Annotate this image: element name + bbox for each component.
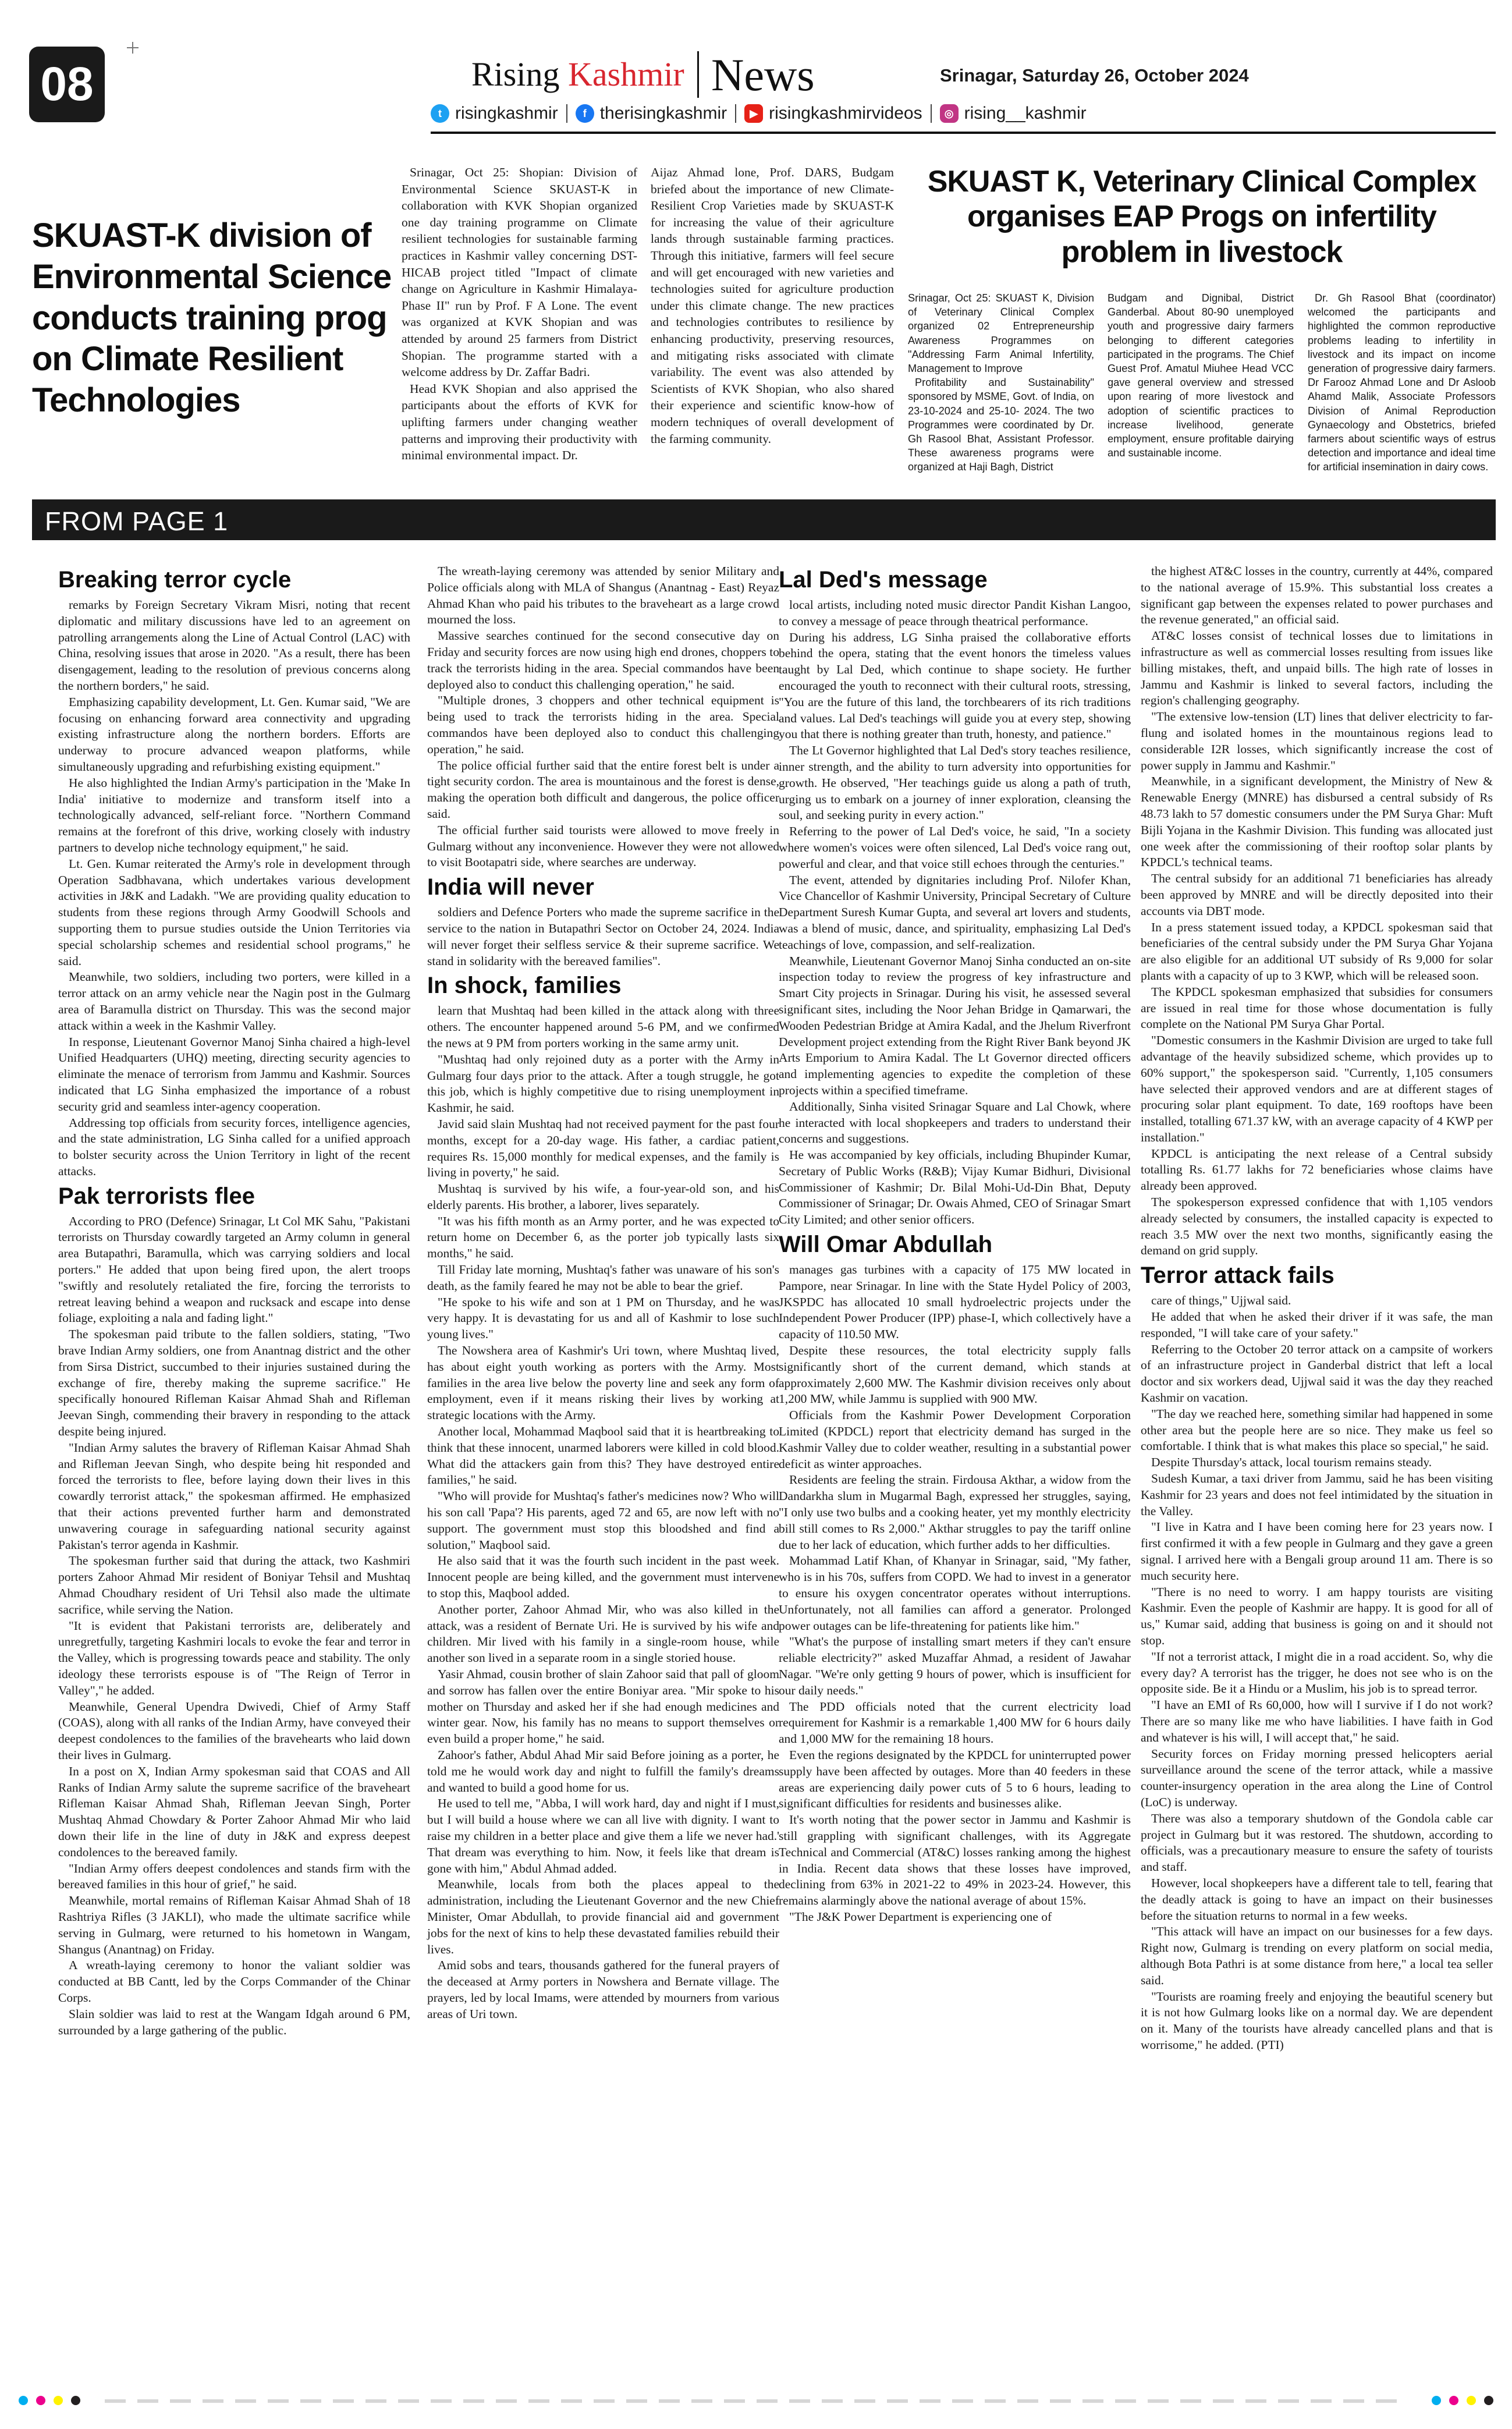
color-swatch	[36, 2396, 45, 2405]
registration-tick	[496, 2399, 517, 2403]
article-paragraph: Zahoor's father, Abdul Ahad Mir said Before joining as a porter, he told me he would work day and night to fulfill the family's dreams and wanted to build a good home for us.	[427, 1747, 779, 1795]
masthead-divider	[697, 51, 699, 98]
brand-second: Kashmir	[568, 55, 684, 93]
article-paragraph: Despite Thursday's attack, local tourism remains steady.	[1151, 1455, 1432, 1470]
dateline: Srinagar, Saturday 26, October 2024	[940, 65, 1249, 86]
registration-tick	[952, 2399, 973, 2403]
article-paragraph: "Mushtaq had only rejoined duty as a porter with the Army in Gulmarg four days prior to the attack. After a tough struggle, he got this job, which is highly competitive due to rising unemployment in Kashmir, he said.	[427, 1052, 779, 1115]
registration-tick	[105, 2399, 126, 2403]
article-paragraph: Meanwhile, mortal remains of Rifleman Kaisar Ahmad Shah of 18 Rashtriya Rifles (3 JAKLI), who made the ultimate sacrifice while serving in Gulmarg, were returned to his hometown in Wangam, Shangus (Anantnag) on Friday.	[58, 1893, 410, 1956]
article-paragraph: Meanwhile, in a significant development, the Ministry of New & Renewable Energy (MNRE) has disbursed a central subsidy of Rs 48.73 lakh to 57 domestic consumers under the PM Surya Ghar: Muft Bijli Yojana in the Kashmir Division. This funding was allocated just one week after the commissioning of their rooftop solar plants by KPDCL's technical teams.	[1141, 774, 1493, 870]
registration-tick	[594, 2399, 615, 2403]
registration-tick	[1311, 2399, 1332, 2403]
registration-tick	[398, 2399, 419, 2403]
article-headline: Pak terrorists flee	[58, 1183, 255, 1209]
registration-tick	[300, 2399, 321, 2403]
article-headline: Terror attack fails	[1141, 1263, 1334, 1289]
article-paragraph: He was accompanied by key officials, including Bhupinder Kumar, Secretary of Public Works (R&B); Vijay Kumar Bidhuri, Divisional Commissioner of Kashmir; Dr. Bilal Mohi-Ud-Din Bhat, Deputy Commissioner of Srinagar; Dr. Owais Ahmed, CEO of Srinagar Smart City Limited; and other senior officers.	[779, 1148, 1131, 1227]
article-paragraph: learn that Mushtaq had been killed in the attack along with three others. The encounter happened around 5-6 PM, and we confirmed the news at 9 PM from porters working in the same army unit.	[427, 1003, 779, 1050]
registration-tick	[1213, 2399, 1234, 2403]
article-paragraph: "Indian Army salutes the bravery of Rifleman Kaisar Ahmad Shah and Rifleman Jeevan Singh, who despite being hit responded and forced the terrorists to flee, before laying down their lives in this cowardly terrorist attack," the spokesman affirmed. He emphasized that their actions prevented further harm and demonstrated unwavering courage in safeguarding national security against Pakistan's terror agenda in Kashmir.	[58, 1440, 410, 1552]
article-paragraph: Emphasizing capability development, Lt. Gen. Kumar said, "We are focusing on enhancing forward area connectivity and upgrading existing infrastructure along the northern borders. Efforts are underway to procure advanced weapon platforms, while simultaneously upgrading and refurbishing existing equipment."	[58, 694, 410, 774]
registration-tick	[235, 2399, 256, 2403]
registration-tick	[1278, 2399, 1299, 2403]
youtube-handle: risingkashmirvideos	[769, 104, 922, 123]
article-paragraph: The police official further said that the entire forest belt is under a tight security cordon. The area is mountainous and the forest is dense, making the operation both difficult and dangerous, the police officer said.	[427, 758, 779, 821]
masthead-rule	[431, 132, 1496, 134]
registration-tick	[268, 2399, 289, 2403]
social-separator	[931, 104, 932, 123]
registration-tick	[1376, 2399, 1397, 2403]
section-band	[32, 499, 1496, 540]
story-paragraph: Aijaz Ahmad lone, Prof. DARS, Budgam briefed about the importance of new Climate-Resilient Crop Varieties made by SKUAST-K for increasing the value of their agriculture lands through sustainable farming practices. Through this initiative, farmers will feel secure and will get encouraged with new varieties and technologies suited for agriculture production under this climate change. The new practices and technologies contributes to resilience by enhancing productivity, preserving resources, and mitigating risks associated with climate variability. The event was also attended by Scientists of KVK Shopian, who also shared their experience and scientific know-how of modern techniques of overall development of the farming community.	[651, 165, 894, 446]
story-paragraph: Head KVK Shopian and also apprised the participants about the efforts of KVK for uplifting farmers under changing weather patterns and improving their productivity with minimal environmental impact. Dr.	[402, 381, 637, 463]
article-paragraph: The official further said tourists were allowed to move freely in Gulmarg without any inconvenience. However they were not allowed to visit Bootapatri side, where searches are underway.	[427, 822, 779, 870]
article-paragraph: KPDCL is anticipating the next release of a Central subsidy totalling Rs. 61.77 lakhs for 72 beneficiaries whose claims have already been approved.	[1141, 1146, 1493, 1193]
article-paragraph: "I live in Katra and I have been coming here for 23 years now. I first confirmed it with a few people in Gulmarg and they gave a green signal. I arrived here with a Bengali group around 11 am. There is so much security here.	[1141, 1520, 1493, 1583]
article-paragraph: A wreath-laying ceremony to honor the valiant soldier was conducted at BB Cantt, led by the Corps Commander of the Chinar Corps.	[58, 1958, 410, 2005]
facebook-icon: f	[576, 104, 594, 123]
registration-tick	[1180, 2399, 1201, 2403]
article-paragraph: manages gas turbines with a capacity of 175 MW located in Pampore, near Srinagar. In line with the State Hydel Policy of 2003, JKSPDC has allocated 10 small hydroelectric projects under the Independent Power Producer (IPP) phase-I, which collectively have a capacity of 110.50 MW.	[779, 1263, 1131, 1342]
story-left-column-2	[651, 164, 894, 447]
article-paragraph: "I have an EMI of Rs 60,000, how will I survive if I do not work? There are so many like me who have liabilities. I have faith in God and whatever is his will, I will accept that," he said.	[1141, 1698, 1493, 1744]
instagram-icon: ◎	[940, 104, 959, 123]
story-paragraph: Srinagar, Oct 25: Shopian: Division of Environmental Science SKUAST-K in collaboration with KVK Shopian organized one day training programme on Climate resilient technologies for sustainable farming practices in Kashmir valley concerning DST-HICAB project titled "Impact of climate change on Agriculture in Kashmir Himalaya-Phase II" run by Prof. F A Lone. The event was organized at KVK Shopian and was attended by around 25 farmers from District Shopian. The programme started with a welcome address by Dr. Zaffar Badri.	[402, 165, 637, 380]
article-paragraph: The event, attended by dignitaries including Prof. Nilofer Khan, Vice Chancellor of Kashmir University, Principal Secretary of Culture Department Suresh Kumar Gupta, and several art lovers and students, was a blend of music, dance, and spirituality, emphasizing Lal Ded's teachings of love, compassion, and self-realization.	[779, 873, 1131, 952]
color-swatch	[19, 2396, 28, 2405]
article-paragraph: He also highlighted the Indian Army's participation in the 'Make In India' initiative to modernize and transform itself into a technologically advanced, self-reliant force. "Northern Command remains at the forefront of this drive, working closely with industry partners to develop niche technology equipment," he said.	[58, 775, 410, 854]
article-paragraph: Officials from the Kashmir Power Development Corporation Limited (KPDCL) report that electricity demand has surged in the Kashmir Valley due to colder weather, resulting in a substantial power deficit as winter approaches.	[779, 1408, 1131, 1471]
article-paragraph: It's worth noting that the power sector in Jammu and Kashmir is still grappling with significant challenges, with its Aggregate Technical and Commercial (AT&C) losses ranking among the highest in India. Recent data shows that these losses have improved, declining from 63% in 2021-22 to 49% in 2023-24. However, this remains alarmingly above the national average of about 15%.	[779, 1813, 1131, 1908]
registration-tick	[626, 2399, 647, 2403]
registration-tick	[431, 2399, 452, 2403]
article-paragraph: "If not a terrorist attack, I might die in a road accident. So, why die every day? A terrorist has the trigger, he does not see who is on the opposite side. Be it a Hindu or a Muslim, his job is to spread terror.	[1141, 1649, 1493, 1696]
article-column-4	[1141, 563, 1493, 2054]
article-paragraph: local artists, including noted music director Pandit Kishan Langoo, to convey a message of peace through theatrical performance.	[779, 598, 1131, 628]
facebook-handle: therisingkashmir	[599, 104, 727, 123]
registration-mark-icon	[127, 42, 139, 54]
color-registration-bar	[0, 2393, 1512, 2411]
article-paragraph: He added that when he asked their driver if it was safe, the man responded, "I will take care of your safety."	[1141, 1310, 1493, 1340]
article-paragraph: Even the regions designated by the KPDCL for uninterrupted power supply have been affected by outages. More than 40 feeders in these areas are experiencing daily power cuts of 5 to 6 hours, leading to significant difficulties for residents and businesses alike.	[779, 1747, 1131, 1811]
article-paragraph: Referring to the power of Lal Ded's voice, he said, "In a society where women's voices were often silenced, Lal Ded's voice rang out, powerful and clear, and that voice still echoes through the centuries."	[779, 824, 1131, 871]
registration-tick	[724, 2399, 745, 2403]
twitter-handle: risingkashmir	[455, 104, 558, 123]
registration-tick	[920, 2399, 940, 2403]
article-headline: In shock, families	[427, 973, 622, 999]
article-paragraph: Amid sobs and tears, thousands gathered for the funeral prayers of the deceased at Army porters in Nowshera and Bernate village. The prayers, led by local Imams, were attended by mourners from various areas of Uri town.	[427, 1958, 779, 2021]
color-swatch	[1467, 2396, 1476, 2405]
social-separator	[566, 104, 567, 123]
article-paragraph: Till Friday late morning, Mushtaq's father was unaware of his son's death, as the family feared he may not be able to bear the grief.	[427, 1263, 779, 1293]
article-paragraph: "It was his fifth month as an Army porter, and he was expected to return home on December 6, as the porter job typically lasts six months," he said.	[427, 1214, 779, 1261]
registration-tick	[528, 2399, 549, 2403]
story-right-column-1	[908, 291, 1094, 474]
article-paragraph: Despite these resources, the total electricity supply falls significantly short of the current demand, which stands at approximately 2,600 MW. The Kashmir division receives only about 1,200 MW, while Jammu is supplied with 900 MW.	[779, 1343, 1131, 1406]
article-paragraph: Mushtaq is survived by his wife, a four-year-old son, and his elderly parents. His brother, a laborer, lives separately.	[427, 1182, 779, 1212]
page-number: 08	[29, 47, 105, 122]
color-swatch	[1449, 2396, 1458, 2405]
article-paragraph: "Indian Army offers deepest condolences and stands firm with the bereaved families in this hour of grief," he said.	[58, 1861, 410, 1892]
article-paragraph: Meanwhile, Lieutenant Governor Manoj Sinha conducted an on-site inspection today to review the progress of key infrastructure and Smart City projects in Srinagar. During his visit, he assessed several significant sites, including the Noor Jehan Bridge in Qamarwari, the Wooden Pedestrian Bridge at Amira Kadal, and the Jhelum Riverfront Development project extending from the Right River Bank beyond JK Arts Emporium to Amira Kadal. The Lt Governor directed officers and implementing agencies to expedite the completion of these projects within a specified timeframe.	[779, 953, 1131, 1097]
article-paragraph: Meanwhile, General Upendra Dwivedi, Chief of Army Staff (COAS), along with all ranks of the Indian Army, have conveyed their deepest condolences to the families of the bravehearts who laid down their lives in Gulmarg.	[58, 1699, 410, 1762]
article-paragraph: In a press statement issued today, a KPDCL spokesman said that beneficiaries of the central subsidy under the PM Surya Ghar Yojana are also eligible for an additional UT subsidy of Rs 9,000 for solar plants with a capacity of up to 3 KWP, which will be released soon.	[1141, 920, 1493, 983]
article-paragraph: The KPDCL spokesman emphasized that subsidies for consumers are issued in real time for those whose documentation is fully complete on the National PM Surya Ghar Portal.	[1141, 984, 1493, 1031]
story-left-headline: SKUAST-K division of Environmental Science conducts training prog on Climate Resilient Technologies	[32, 217, 392, 419]
article-paragraph: Sudesh Kumar, a taxi driver from Jammu, said he has been visiting Kashmir for 23 years and does not feel intimidated by the situation in the Valley.	[1141, 1471, 1493, 1518]
registration-tick	[1017, 2399, 1038, 2403]
article-paragraph: "What's the purpose of installing smart meters if they can't ensure reliable electricity?" asked Muzaffar Ahmad, a resident of Jawahar Nagar. "We're only getting 9 hours of power, which is insufficient for our daily needs."	[779, 1634, 1131, 1697]
article-paragraph: There was also a temporary shutdown of the Gondola cable car project in Gulmarg but it was restored. The shutdown, according to officials, was a precautionary measure to ensure the safety of tourists and staff.	[1141, 1811, 1493, 1874]
article-paragraph: However, local shopkeepers have a different tale to tell, fearing that the deadly attack is going to have an impact on their businesses before the situation returns to normal in a few weeks.	[1141, 1875, 1493, 1923]
registration-tick	[659, 2399, 680, 2403]
article-paragraph: soldiers and Defence Porters who made the supreme sacrifice in the service to the nation in Butapathri Sector on October 24, 2024. India will never forget their selfless service & their supreme sacrifice. We stand in solidarity with the bereaved families".	[427, 905, 779, 968]
article-paragraph: According to PRO (Defence) Srinagar, Lt Col MK Sahu, "Pakistani terrorists on Thursday cowardly targeted an Army column in general area Butapathri, Baramulla, which was carrying soldiers and local porters." He added that upon being fired upon, the alert troops "swiftly and resolutely retaliated the fire, forcing the terrorists to retreat leaving behind a weapon and rucksack and escape into dense foliage, exploiting a nala and fading light."	[58, 1214, 410, 1325]
color-swatch	[1432, 2396, 1441, 2405]
article-paragraph: "He spoke to his wife and son at 1 PM on Thursday, and he was very happy. It is devastating for us and all of Kashmir to lose such young lives."	[427, 1295, 779, 1342]
registration-tick	[463, 2399, 484, 2403]
registration-tick	[1115, 2399, 1136, 2403]
registration-tick	[854, 2399, 875, 2403]
article-paragraph: The Nowshera area of Kashmir's Uri town, where Mushtaq lived, has about eight youth working as porters with the Army. Most families in the area live below the poverty line and seek any form of employment, even if it means risking their lives by working at strategic locations with the Army.	[427, 1343, 779, 1423]
color-swatch	[71, 2396, 80, 2405]
article-paragraph: "Multiple drones, 3 choppers and other technical equipment is being used to track the terrorists hiding in the area. Special commandos have been deployed also to conduct this challenging operation," he said.	[427, 693, 779, 756]
article-headline: Will Omar Abdullah	[779, 1232, 993, 1258]
registration-tick	[822, 2399, 843, 2403]
instagram-handle: rising__kashmir	[964, 104, 1087, 123]
article-paragraph: "There is no need to worry. I am happy tourists are visiting Kashmir. Even the people of Kashmir are happy. It is good for all of us," Kumar said, adding that business is going on and it should not stop.	[1141, 1584, 1493, 1647]
article-paragraph: Another porter, Zahoor Ahmad Mir, who was also killed in the attack, was a resident of Bernate Uri. He is survived by his wife and children. Mir lived with his family in a single-room house, while another son lived in a separate room in a single storied house.	[427, 1602, 779, 1665]
color-swatch	[54, 2396, 63, 2405]
article-paragraph: "The J&K Power Department is experiencing one of	[789, 1909, 1052, 1924]
brand-logo	[471, 55, 684, 94]
article-paragraph: care of things," Ujjwal said.	[1151, 1293, 1291, 1308]
article-paragraph: The spokesman paid tribute to the fallen soldiers, stating, "Two brave Indian Army soldiers, one from Anantnag district and the other from Sirsa District, succumbed to their injuries sustained during the exchange of fire, thereby making the supreme sacrifice." He specifically honoured Rifleman Kaisar Ahmad Shah and Rifleman Jeevan Singh, commending their bravery in responding to the attack despite being injured.	[58, 1327, 410, 1439]
article-paragraph: Slain soldier was laid to rest at the Wangam Idgah around 6 PM, surrounded by a large gathering of the public.	[58, 2006, 410, 2037]
article-column-3	[779, 563, 1131, 1926]
story-right-column-2	[1108, 291, 1294, 460]
article-paragraph: "This attack will have an impact on our businesses for a few days. Right now, Gulmarg is trending on every platform on social media, although Bota Pathri is at some distance from here," a local tea seller said.	[1141, 1924, 1493, 1987]
article-paragraph: the highest AT&C losses in the country, currently at 44%, compared to the national average of 15.9%. This substantial loss creates a significant gap between the expenses related to power purchases and the revenue generated," an official said.	[1141, 564, 1493, 627]
registration-tick	[1343, 2399, 1364, 2403]
story-left-column-1	[402, 164, 637, 464]
article-paragraph: The Lt Governor highlighted that Lal Ded's story teaches resilience, inner strength, and the ability to turn adversity into opportunities for growth. He observed, "Her teachings guide us along a path of truth, urging us to embark on a journey of inner exploration, cleansing the soul, and seeking purity in every action."	[779, 743, 1131, 822]
article-column-2	[427, 563, 779, 2023]
brand-first: Rising	[471, 55, 560, 93]
article-paragraph: "Who will provide for Mushtaq's father's medicines now? Who will his son call 'Papa'? His parents, aged 72 and 65, are now left with no support. The government must stop this bloodshed and find a solution," Maqbool said.	[427, 1489, 779, 1552]
article-paragraph: He also said that it was the fourth such incident in the past week. Innocent people are being killed, and the government must intervene to stop this, Maqbool added.	[427, 1554, 779, 1601]
article-paragraph: "The day we reached here, something similar had happened in some other area but the people here are so nice. They make us feel so comfortable. I think that is what makes this place so special," he said.	[1141, 1406, 1493, 1453]
section-name: News	[711, 49, 815, 100]
article-paragraph: Addressing top officials from security forces, intelligence agencies, and the state administration, LG Sinha called for a unified approach to bolster security across the Union Territory in light of the recent attacks.	[58, 1115, 410, 1178]
registration-tick	[170, 2399, 191, 2403]
twitter-icon: t	[431, 104, 449, 123]
social-separator	[735, 104, 736, 123]
registration-tick	[561, 2399, 582, 2403]
section-band-label: FROM PAGE 1	[45, 506, 229, 536]
article-paragraph: During his address, LG Sinha praised the collaborative efforts behind the opera, stating that the event honors the timeless values taught by Lal Ded, which continue to shape society. He further encouraged the youth to reconnect with their cultural roots, stressing, "You are the future of this land, the torchbearers of its rich traditions and values. Lal Ded's teachings will guide you at every step, showing you that there is nothing greater than truth, honesty, and patience."	[779, 630, 1131, 742]
registration-tick	[985, 2399, 1006, 2403]
article-paragraph: AT&C losses consist of technical losses due to limitations in infrastructure as well as commercial losses resulting from issues like billing mistakes, theft, and unpaid bills. The high rate of losses in Jammu and Kashmir is linked to several factors, including the region's challenging geography.	[1141, 629, 1493, 708]
story-paragraph: Profitability and Sustainability" sponsored by MSME, Govt. of India, on 23-10-2024 and 25-10- 2024. The two Programmes were coordinated by Dr. Gh Rasool Bhat, Assistant Professor. These awareness programs were organized at Haji Bagh, District	[908, 377, 1094, 473]
article-paragraph: Massive searches continued for the second consecutive day on Friday and security forces are now using high end drones, choppers to track the terrorists hiding in the area. Special commandos have been deployed also to conduct this challenging operation," he said.	[427, 629, 779, 692]
article-paragraph: Referring to the October 20 terror attack on a campsite of workers of an infrastructure project in Ganderbal district that left a local doctor and six workers dead, Ujjwal said it was the day they reached Kashmir on vacation.	[1141, 1342, 1493, 1405]
article-paragraph: In a post on X, Indian Army spokesman said that COAS and All Ranks of Indian Army salute the supreme sacrifice of the braveheart Rifleman Kaisar Ahmad Shah, Rifleman Jeevan Singh, Porter Mushtaq Ahmad Chowdary & Porter Zahoor Ahmad Mir who laid down their life in the line of duty in J&K and express deepest condolences to the bereaved family.	[58, 1764, 410, 1859]
story-right-headline: SKUAST K, Veterinary Clinical Complex organises EAP Progs on infertility problem in livestock	[927, 165, 1476, 269]
registration-tick	[1148, 2399, 1169, 2403]
article-paragraph: The central subsidy for an additional 71 beneficiaries has already been approved by MNRE and will be directly deposited into their accounts via DBT mode.	[1141, 871, 1493, 918]
article-paragraph: "Tourists are roaming freely and enjoying the beautiful scenery but it is not how Gulmarg looks like on a normal day. We are dependent on it. Many of the tourists have already cancelled plans and that is worrisome," he added. (PTI)	[1141, 1989, 1493, 2052]
registration-tick	[789, 2399, 810, 2403]
article-paragraph: The spokesperson expressed confidence that with 1,105 vendors already selected by consumers, the installed capacity is expected to reach 3.5 MW over the next two months, significantly easing the demand on grid supply.	[1141, 1195, 1493, 1258]
article-paragraph: Meanwhile, two soldiers, including two porters, were killed in a terror attack on an army vehicle near the Nagin post in the Gulmarg area of Baramulla district on Thursday. This was the second major attack within a week in the Kashmir Valley.	[58, 970, 410, 1033]
article-headline: India will never	[427, 874, 594, 900]
article-paragraph: "The extensive low-tension (LT) lines that deliver electricity to far-flung and isolated homes in the mountainous regions lead to considerable I2R losses, which significantly increase the cost of power supply in Jammu and Kashmir."	[1141, 710, 1493, 772]
registration-tick	[887, 2399, 908, 2403]
article-paragraph: "It is evident that Pakistani terrorists are, deliberately and unregretfully, targeting Kashmiri locals to evoke the fear and terror in the Valley, which is progressing towards peace and stability. The only ideology these terrorists espouse is of "The Reign of Terror in Valley"," he added.	[58, 1618, 410, 1697]
article-headline: Lal Ded's message	[779, 567, 988, 593]
article-paragraph: In response, Lieutenant Governor Manoj Sinha chaired a high-level Unified Headquarters (UHQ) meeting, directing security agencies to eliminate the menace of terrorism from Jammu and Kashmir. Sources indicated that LG Sinha emphasized the importance of a robust security grid and seamless inter-agency cooperation.	[58, 1034, 410, 1114]
story-paragraph: Budgam and Dignibal, District Ganderbal. About 80-90 unemployed youth and progressive dairy farmers belonging to different categories participated in the programs. The Chief Guest Prof. Amatul Miuhee Head VCC gave general overview and stressed upon rearing of more livestock and adoption of scientific practices to increase livelihood, generate employment, ensure profitable dairying and sustainable income.	[1108, 292, 1294, 459]
youtube-icon: ▶	[744, 104, 763, 123]
story-paragraph: Dr. Gh Rasool Bhat (coordinator) welcomed the participants and highlighted the common reproductive problems leading to infertility in livestock and its impact on income generation of progressive dairy farmers. Dr Farooz Ahmad Lone and Dr Asloob Ahamd Malik, Associate Professors Division of Animal Reproduction Gynaecology and Obstetrics, briefed farmers about scientific ways of estrus detection and importance and ideal time for artificial insemination in dairy cows.	[1308, 292, 1496, 473]
article-paragraph: remarks by Foreign Secretary Vikram Misri, noting that recent diplomatic and military discussions have led to an agreement on patrolling arrangements along the Line of Actual Control (LAC) with China, resolving issues that arose in 2020. "As a result, there has been disengagement, leading to the resolution of previous concerns along the northern borders," he said.	[58, 598, 410, 693]
registration-tick	[1245, 2399, 1266, 2403]
article-paragraph: Another local, Mohammad Maqbool said that it is heartbreaking to think that these innocent, unarmed laborers were killed in cold blood. What did the attackers gain from this? They have destroyed entire families," he said.	[427, 1424, 779, 1487]
registration-tick	[137, 2399, 158, 2403]
article-paragraph: He used to tell me, "Abba, I will work hard, day and night if I must, but I will build a house where we can all live with dignity. I want to raise my children in a better place and give them a life we never had.' That dream was everything to him. Now, it feels like that dream is gone with him," Abdul Ahmad added.	[427, 1796, 779, 1875]
article-column-1	[58, 563, 410, 2038]
article-paragraph: Residents are feeling the strain. Firdousa Akthar, a widow from the Dandarkha slum in Mugarmal Bagh, expressed her struggles, saying, "I only use two bulbs and a cooking heater, yet my monthly electricity bill still comes to Rs 2,000." Akthar struggles to pay the tariff online due to her lack of education, which further adds to her difficulties.	[779, 1473, 1131, 1552]
color-swatch	[1484, 2396, 1493, 2405]
registration-tick	[691, 2399, 712, 2403]
registration-tick	[203, 2399, 223, 2403]
article-headline: Breaking terror cycle	[58, 567, 292, 593]
social-handles	[431, 104, 1087, 123]
article-paragraph: Lt. Gen. Kumar reiterated the Army's role in development through Operation Sadbhavana, which undertakes various development activities in J&K and Ladakh. "We are providing quality education to students from these regions through Army Goodwill Schools and supporting them to pursue studies outside the Union Territories via special scholarship schemes and residential school programs," he said.	[58, 856, 410, 968]
article-paragraph: Meanwhile, locals from both the places appeal to the administration, including the Lieutenant Governor and the new Chief Minister, Omar Abdullah, to provide financial aid and government jobs for the next of kins to help these devastated families rebuild their lives.	[427, 1877, 779, 1956]
registration-tick	[1082, 2399, 1103, 2403]
story-paragraph: Srinagar, Oct 25: SKUAST K, Division of Veterinary Clinical Complex organized 02 Entrepreneurship Awareness Programmes on "Addressing Farm Animal Infertility, Management to Improve	[908, 292, 1094, 375]
story-right-column-3	[1308, 291, 1496, 474]
article-paragraph: Yasir Ahmad, cousin brother of slain Zahoor said that pall of gloom and sorrow has fallen over the entire Boniyar area. "Mir spoke to his mother on Thursday and asked her if she had enough medicines and winter gear. Now, his family has no means to support themselves or even build a proper home," he said.	[427, 1667, 779, 1746]
article-paragraph: The wreath-laying ceremony was attended by senior Military and Police officials along with MLA of Shangus (Anantnag - East) Reyaz Ahmad Khan who paid his tributes to the braveheart as a large crowd mourned the loss.	[427, 564, 779, 627]
article-paragraph: Security forces on Friday morning pressed helicopters aerial surveillance around the scene of the terror attack, while a massive counter-insurgency operation in the area along the Line of Control (LoC) is underway.	[1141, 1746, 1493, 1809]
article-paragraph: The spokesman further said that during the attack, two Kashmiri porters Zahoor Ahmad Mir resident of Boniyar Tehsil and Mushtaq Ahmad Choudhary resident of Uri Tehsil also made the ultimate sacrifice, while serving the Nation.	[58, 1554, 410, 1616]
article-paragraph: The PDD officials noted that the current electricity load requirement for Kashmir is a remarkable 1,400 MW for 6 hours daily and 1,000 MW for the remaining 18 hours.	[779, 1699, 1131, 1746]
article-paragraph: Mohammad Latif Khan, of Khanyar in Srinagar, said, "My father, who is in his 70s, suffers from COPD. We had to invest in a generator to ensure his oxygen concentrator operates without interruptions. Unfortunately, not all families can afford a generator. Prolonged power outages can be life-threatening for patients like him."	[779, 1554, 1131, 1633]
article-paragraph: Additionally, Sinha visited Srinagar Square and Lal Chowk, where he interacted with local shopkeepers and traders to understand their concerns and suggestions.	[779, 1099, 1131, 1146]
registration-tick	[757, 2399, 778, 2403]
registration-tick	[365, 2399, 386, 2403]
registration-tick	[333, 2399, 354, 2403]
registration-tick	[1050, 2399, 1071, 2403]
article-paragraph: "Domestic consumers in the Kashmir Division are urged to take full advantage of the heavily subsidized scheme, which provides up to 60% support," the spokesperson said. "Currently, 1,105 consumers have selected their approved vendors and are at different stages of procuring solar plant equipment. To date, 169 rooftops have been installed, totalling 671.37 kW, with an average capacity of 4 KWP per installation."	[1141, 1033, 1493, 1144]
article-paragraph: Javid said slain Mushtaq had not received payment for the past four months, except for a 20-day wage. His father, a cardiac patient, requires Rs. 15,000 monthly for medical expenses, and the family is living in poverty," he said.	[427, 1116, 779, 1180]
